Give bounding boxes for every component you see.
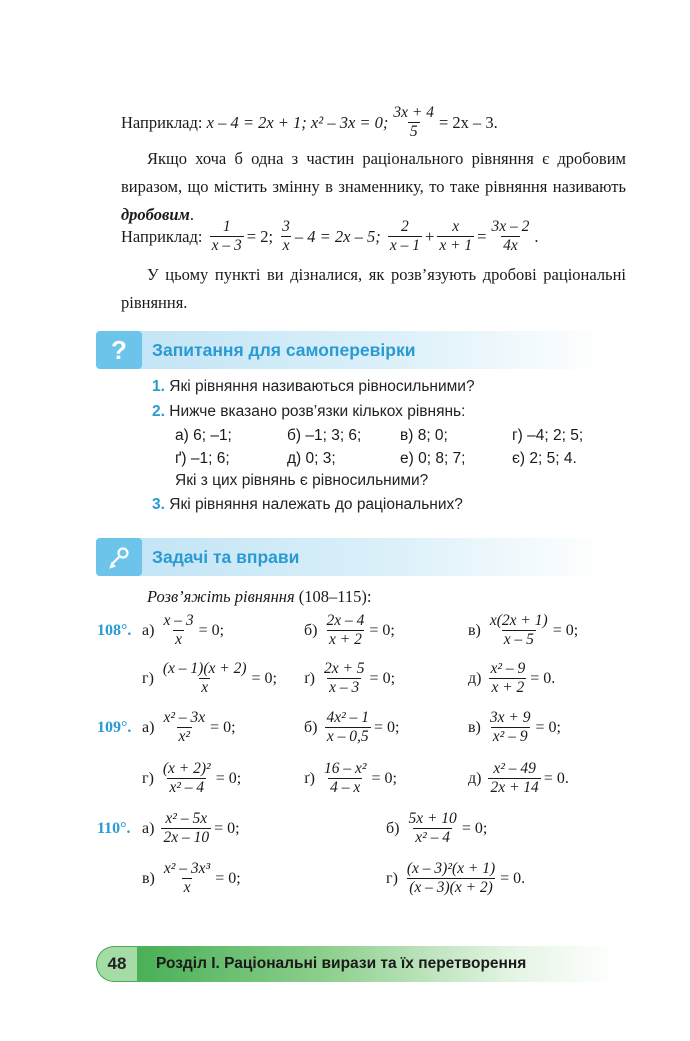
example-prefix: Наприклад:	[121, 226, 203, 246]
fraction: $\frac{2}{x - 1}$	[389, 218, 420, 254]
fraction: $\frac{(x - 1)(x + 2)}{x}$	[162, 660, 247, 696]
option: є) 2; 5; 4.	[512, 450, 577, 467]
fraction: $\frac{3x + 4}{5}$	[393, 104, 434, 140]
equation-item: б) $\frac{5x + 10}{\text{x² – 4}}$ = 0;	[386, 810, 488, 846]
self-check-title: Запитання для самоперевірки	[152, 340, 416, 360]
example-line-1	[121, 104, 498, 141]
example-line-2: Наприклад: $\frac{1}{x - 3}$ = 2; $\frac{3}{x}$ – 4 = 2x – 5; $\frac{2}{x - 1}$ + $\frac{x}{x + 1}$ = $\frac{3x - 2}{4x}$ .	[121, 218, 539, 254]
exercises-title: Задачі та вправи	[152, 547, 300, 567]
fraction: $\frac{\text{16 – x²}}{4 - x}$	[323, 760, 367, 796]
equation-item: д) $\frac{\text{x² – 9}}{x + 2}$ = 0.	[468, 660, 556, 696]
option: ґ) –1; 6;	[175, 450, 230, 467]
fraction: $\frac{\text{x² – 3x³}}{x}$	[163, 860, 211, 896]
option: г) –4; 2; 5;	[512, 427, 584, 444]
equation-item: г) $\frac{(x - 1)(x + 2)}{x}$ = 0;	[142, 660, 277, 696]
problem-number: 108°.	[97, 622, 132, 639]
definition-paragraph: Якщо хоча б одна з частин раціонального рівняння є дробовим виразом, що містить змінну в знаменнику, то таке рівняння називають дробовим.	[121, 149, 626, 224]
fraction: $\frac{\text{4x² – 1}}{x - 0,5}$	[326, 709, 369, 745]
question-1: 1. Які рівняння називаються рівносильними?	[152, 378, 475, 395]
question-3: 3. Які рівняння належать до раціональних?	[152, 496, 463, 513]
equation-item: г) $\frac{\text{(x + 2)²}}{\text{x² – 4}}$ = 0;	[142, 760, 242, 796]
equation: = 2x – 3.	[439, 112, 498, 132]
exercises-intro: Розв’яжіть рівняння (108–115):	[147, 587, 372, 606]
equation-item: в) $\frac{3x + 9}{\text{x² – 9}}$ = 0;	[468, 709, 561, 745]
problem-number: 109°.	[97, 719, 132, 736]
fraction: $\frac{3x - 2}{4x}$	[491, 218, 530, 254]
fraction: $\frac{5x + 10}{\text{x² – 4}}$	[408, 810, 457, 846]
fraction: $\frac{3x + 9}{\text{x² – 9}}$	[489, 709, 531, 745]
equation-item: в) $\frac{x(2x + 1)}{x - 5}$ = 0;	[468, 612, 579, 648]
option: б) –1; 3; 6;	[287, 427, 362, 444]
problem-number: 110°.	[97, 820, 131, 837]
fraction: $\frac{\text{x² – 49}}{2x + 14}$	[490, 760, 539, 796]
fraction: $\frac{1}{x - 3}$	[211, 218, 242, 254]
equation-item: г) $\frac{\text{(x – 3)²(x + 1)}}{(x - 3)(x + 2)}$ = 0.	[386, 860, 526, 896]
term: дробовим	[121, 205, 190, 224]
chapter-title: Розділ І. Раціональні вирази та їх перетворення	[156, 955, 527, 972]
equation-item: б) $\frac{\text{4x² – 1}}{x - 0,5}$ = 0;	[304, 709, 400, 745]
option: в) 8; 0;	[400, 427, 448, 444]
example-prefix: Наприклад:	[121, 112, 203, 132]
question-2: 2. Нижче вказано розв’язки кількох рівнянь:	[152, 403, 466, 420]
option: д) 0; 3;	[287, 450, 336, 467]
option: а) 6; –1;	[175, 427, 232, 444]
pen-nib-icon	[96, 538, 142, 576]
fraction: $\frac{2x - 4}{x + 2}$	[326, 612, 365, 648]
fraction: $\frac{3}{x}$	[282, 218, 290, 254]
summary-paragraph: У цьому пункті ви дізналися, як розв’язують дробові раціональні рівняння.	[121, 265, 626, 312]
fraction: $\frac{\text{x² – 3x}}{\text{x²}}$	[163, 709, 206, 745]
fraction: $\frac{x(2x + 1)}{x - 5}$	[489, 612, 548, 648]
equation-item: б) $\frac{2x - 4}{x + 2}$ = 0;	[304, 612, 395, 648]
page-number: 48	[97, 947, 137, 981]
option: е) 0; 8; 7;	[400, 450, 466, 467]
equation-item: а) $\frac{x - 3}{x}$ = 0;	[142, 612, 225, 648]
equation-item: д) $\frac{\text{x² – 49}}{2x + 14}$ = 0.	[468, 760, 569, 796]
fraction: $\frac{\text{(x + 2)²}}{\text{x² – 4}}$	[162, 760, 211, 796]
fraction: $\frac{x - 3}{x}$	[163, 612, 194, 648]
fraction: $\frac{x}{x + 1}$	[439, 218, 473, 254]
fraction: $\frac{\text{x² – 5x}}{2x - 10}$	[163, 810, 210, 846]
equation: x² – 3x = 0;	[310, 112, 389, 132]
fraction: $\frac{\text{x² – 9}}{x + 2}$	[490, 660, 526, 696]
equation-item: в) $\frac{\text{x² – 3x³}}{x}$ = 0;	[142, 860, 241, 896]
fraction: $\frac{\text{(x – 3)²(x + 1)}}{(x - 3)(x + 2)}$	[406, 860, 496, 896]
equation-item: ґ) $\frac{2x + 5}{x - 3}$ = 0;	[304, 660, 396, 696]
fraction: $\frac{2x + 5}{x - 3}$	[323, 660, 365, 696]
question-2-followup: Які з цих рівнянь є рівносильними?	[175, 472, 429, 489]
equation-item: а) $\frac{\text{x² – 5x}}{2x - 10}$ = 0;	[142, 810, 240, 846]
equation: x – 4 = 2x + 1;	[206, 112, 307, 132]
equation-item: ґ) $\frac{\text{16 – x²}}{4 - x}$ = 0;	[304, 760, 397, 796]
equation-item: а) $\frac{\text{x² – 3x}}{\text{x²}}$ = 0;	[142, 709, 236, 745]
question-mark-icon: ?	[96, 331, 142, 369]
